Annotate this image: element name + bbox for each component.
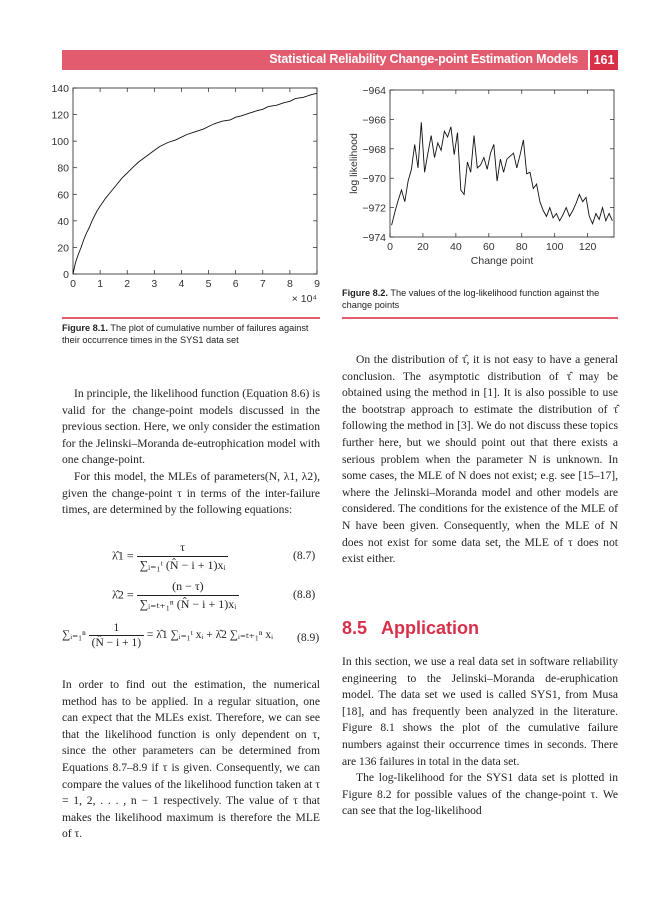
x-axis-label: Change point [470,255,534,267]
header-title: Statistical Reliability Change-point Estimation Models [269,52,578,66]
x-tick-label: 100 [545,241,564,253]
eq-8-9-rhs: = λ̂1 ∑ᵢ₌₁ᵗ xᵢ + λ̂2 ∑ᵢ₌ₜ₊₁ⁿ xᵢ [146,629,273,642]
x-tick-label: 3 [151,278,158,290]
y-tick-label: −964 [362,85,386,97]
right-paragraph-3: The log-likelihood for the SYS1 data set is plotted in Figure 8.2 for possible values of the change-point τ. We can see that the log-likelihood [342,771,618,818]
equation-8-7-number: (8.7) [293,549,316,562]
figure-8-2-label: Figure 8.2. [342,288,388,298]
right-paragraph-1: On the distribution of τ̂, it is not easy to have a general conclusion. The asymptotic distribution of τ̂ may be obtained using the method in [1]. It is also possible to use the bootstrap approach to estimate the distribution of τ̂ following the method in [3]. We do not discuss these topics further here, but we should point out that there exists a serious problem when the parameter N is unknown. In some cases, the MLE of N does not exist; e.g. see [15–17], where the Jelinski–Moranda model and other models are considered. The conditions for the existence of the MLE of N have been given. Consequently, when the MLE of N does not exist for some data set, the MLE of τ does not exist either. [342,353,618,566]
x-tick-label: 5 [205,278,212,290]
y-tick-label: 60 [57,189,69,202]
eq-8-8-denominator: ∑ᵢ₌ₜ₊₁ⁿ (N̂ − i + 1)xᵢ [139,597,237,611]
figure-8-2-rule [342,317,618,319]
running-header [62,50,618,70]
left-paragraph-3: In order to find out the estimation, the numerical method has to be applied. In a regular situation, one can expect that the MLEs exist. Therefore, we can see that the likelihood function is only dependent on τ, since the other parameters can be determined from Equations 8.7–8.9 if τ is given. Consequently, we can compare the values of the likelihood function taken at τ = 1, 2, . . . , n − 1 respectively. The value of τ that makes the likelihood maximum is therefore the MLE of τ. [62,678,320,841]
x-tick-label: 0 [70,278,76,290]
x-tick-label: 4 [178,278,185,290]
figure-8-1-rule [62,317,320,319]
eq-8-9-numerator: 1 [89,622,144,636]
eq-8-8-lhs: λ̂2 = [112,587,134,602]
x-tick-label: 120 [578,241,597,253]
equation-8-9 [62,622,273,649]
left-paragraph-2: For this model, the MLEs of parameters(N, λ1, λ2), given the change-point τ in terms of the inter-failure times, are determined by the following equations: [62,470,320,517]
figure-8-1-caption-text: The plot of cumulative number of failures against their occurrence times in the SYS1 data set [62,323,309,345]
eq-8-7-denominator: ∑ᵢ₌₁ᵗ (N̂ − i + 1)xᵢ [139,558,226,572]
eq-8-8-numerator: (n − τ) [137,579,240,596]
y-tick-label: −972 [362,202,386,215]
y-tick-label: 120 [51,109,69,122]
y-tick-label: 140 [51,83,69,95]
section-heading [342,618,493,639]
x-tick-label: 60 [482,241,495,253]
equation-8-7 [112,540,228,573]
eq-8-7-numerator: τ [137,540,229,557]
y-tick-label: −968 [362,143,386,156]
figure-8-2-caption-text: The values of the log-likelihood function against the change points [342,288,600,310]
x-tick-label: 6 [232,278,239,290]
figure-8-2-chart [338,80,620,275]
equation-8-8 [112,579,239,612]
y-tick-label: −966 [362,114,386,127]
section-number: 8.5 [342,618,368,638]
x-tick-label: 7 [259,278,266,290]
x-tick-label: 0 [387,241,393,253]
x-tick-label: 1 [97,278,104,290]
equation-8-9-number: (8.9) [297,631,320,644]
x-tick-label: 80 [515,241,528,253]
y-tick-label: −970 [362,173,386,186]
y-tick-label: 80 [57,162,69,175]
equation-8-8-number: (8.8) [293,588,316,601]
x-tick-label: 8 [286,278,293,290]
y-tick-label: −974 [362,232,386,244]
x-tick-label: 2 [124,278,131,290]
eq-8-7-lhs: λ̂1 = [112,548,134,563]
x-multiplier-label: × 10⁴ [291,293,317,305]
y-axis-label: log likelihood [348,133,360,194]
eq-8-9-sum: ∑ᵢ₌₁ⁿ [62,629,86,642]
x-tick-label: 20 [417,241,429,253]
eq-8-7-fraction [137,540,229,573]
left-paragraph-1: In principle, the likelihood function (Equation 8.6) is valid for the change-point models discussed in the previous section. Here, we only consider the estimation for the Jelinski–Moranda de-eutrophication model with one change-point. [62,387,320,467]
y-tick-label: 40 [57,215,69,228]
right-paragraph-2: In this section, we use a real data set in software reliability engineering to the Jelinski–Moranda de-eruphication model. The data set we used is called SYS1, from Musa [18], and has frequently been analyzed in the literature. Figure 8.1 shows the plot of the cumulative failure numbers against their occurrence times in seconds. There are 136 failures in total in the data set. [342,655,618,768]
eq-8-8-fraction [137,579,240,612]
series-line [392,122,613,225]
page-number: 161 [590,50,618,70]
plot-frame [73,88,317,274]
y-tick-label: 100 [51,136,69,149]
series-line [73,93,317,274]
figure-8-1-caption [62,322,320,346]
x-tick-label: 40 [450,241,462,253]
eq-8-9-denominator: (N̂ − i + 1) [91,637,142,649]
figure-8-1-chart [40,80,330,305]
x-tick-label: 9 [314,278,320,290]
figure-8-2-caption [342,287,618,311]
figure-8-1-label: Figure 8.1. [62,323,108,333]
y-tick-label: 20 [57,242,69,255]
eq-8-9-fraction [89,622,144,649]
y-tick-label: 0 [63,269,69,281]
section-title: Application [381,618,480,638]
